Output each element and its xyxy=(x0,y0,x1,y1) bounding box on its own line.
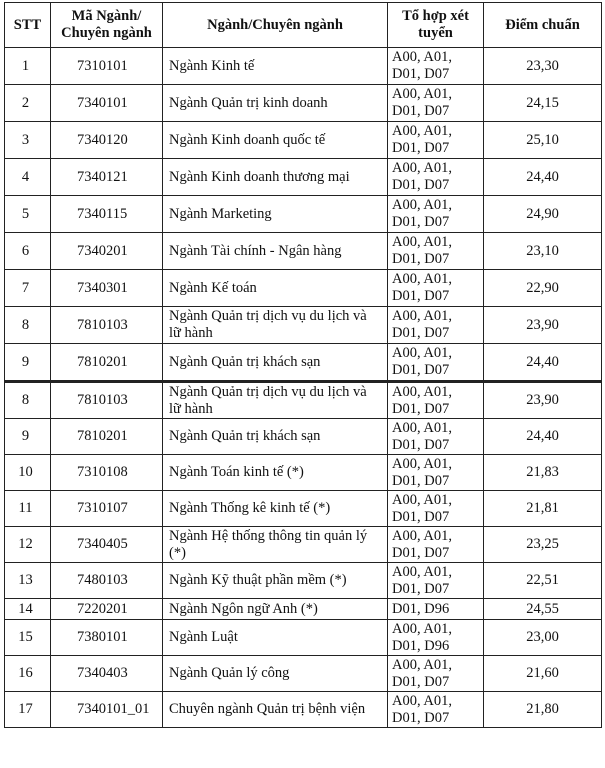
cell-stt: 1 xyxy=(5,48,51,85)
cell-stt: 4 xyxy=(5,159,51,196)
cell-stt: 3 xyxy=(5,122,51,159)
cell-combo: A00, A01, D01, D07 xyxy=(388,122,484,159)
header-major: Ngành/Chuyên ngành xyxy=(163,3,388,48)
cell-code: 7380101 xyxy=(51,620,163,656)
table-row xyxy=(5,307,602,344)
cell-combo: A00, A01, D01, D07 xyxy=(388,382,484,419)
header-code: Mã Ngành/ Chuyên ngành xyxy=(51,3,163,48)
cell-code: 7810103 xyxy=(51,382,163,419)
header-combo: Tổ hợp xét tuyển xyxy=(388,3,484,48)
cell-stt: 6 xyxy=(5,233,51,270)
cell-score: 24,90 xyxy=(484,196,602,233)
cell-combo: A00, A01, D01, D07 xyxy=(388,307,484,344)
cell-major: Ngành Thống kê kinh tế (*) xyxy=(163,491,388,527)
table-row xyxy=(5,159,602,196)
table-row xyxy=(5,196,602,233)
cell-combo: A00, A01, D01, D07 xyxy=(388,270,484,307)
cell-stt: 10 xyxy=(5,455,51,491)
cell-code: 7340403 xyxy=(51,656,163,692)
cell-combo: A00, A01, D01, D07 xyxy=(388,159,484,196)
cell-code: 7340101_01 xyxy=(51,692,163,728)
cell-score: 25,10 xyxy=(484,122,602,159)
cell-major: Ngành Kinh doanh thương mại xyxy=(163,159,388,196)
cell-stt: 9 xyxy=(5,344,51,382)
admission-scores-table xyxy=(4,2,602,728)
table-row xyxy=(5,527,602,563)
cell-score: 24,40 xyxy=(484,419,602,455)
table-row xyxy=(5,48,602,85)
table-row xyxy=(5,620,602,656)
cell-score: 23,10 xyxy=(484,233,602,270)
cell-code: 7340101 xyxy=(51,85,163,122)
cell-code: 7480103 xyxy=(51,563,163,599)
cell-score: 21,83 xyxy=(484,455,602,491)
cell-major: Chuyên ngành Quản trị bệnh viện xyxy=(163,692,388,728)
table-row xyxy=(5,599,602,620)
cell-combo: A00, A01, D01, D07 xyxy=(388,419,484,455)
cell-major: Ngành Luật xyxy=(163,620,388,656)
cell-code: 7310101 xyxy=(51,48,163,85)
cell-stt: 9 xyxy=(5,419,51,455)
cell-major: Ngành Kinh doanh quốc tế xyxy=(163,122,388,159)
cell-stt: 8 xyxy=(5,382,51,419)
cell-code: 7340120 xyxy=(51,122,163,159)
cell-score: 21,60 xyxy=(484,656,602,692)
header-row xyxy=(5,3,602,48)
table-row xyxy=(5,344,602,382)
cell-combo: D01, D96 xyxy=(388,599,484,620)
cell-score: 24,40 xyxy=(484,344,602,382)
cell-code: 7340405 xyxy=(51,527,163,563)
cell-score: 21,80 xyxy=(484,692,602,728)
cell-major: Ngành Quản trị dịch vụ du lịch và lữ hành xyxy=(163,307,388,344)
cell-major: Ngành Hệ thống thông tin quản lý (*) xyxy=(163,527,388,563)
cell-combo: A00, A01, D01, D07 xyxy=(388,527,484,563)
cell-score: 23,00 xyxy=(484,620,602,656)
cell-code: 7220201 xyxy=(51,599,163,620)
table-row xyxy=(5,692,602,728)
cell-combo: A00, A01, D01, D07 xyxy=(388,491,484,527)
cell-score: 21,81 xyxy=(484,491,602,527)
cell-score: 23,30 xyxy=(484,48,602,85)
cell-major: Ngành Kế toán xyxy=(163,270,388,307)
header-score: Điểm chuẩn xyxy=(484,3,602,48)
cell-score: 22,90 xyxy=(484,270,602,307)
cell-score: 24,55 xyxy=(484,599,602,620)
cell-major: Ngành Quản lý công xyxy=(163,656,388,692)
cell-combo: A00, A01, D01, D07 xyxy=(388,692,484,728)
table-row xyxy=(5,270,602,307)
cell-stt: 12 xyxy=(5,527,51,563)
table-body xyxy=(5,48,602,728)
header-stt: STT xyxy=(5,3,51,48)
cell-major: Ngành Tài chính - Ngân hàng xyxy=(163,233,388,270)
cell-combo: A00, A01, D01, D07 xyxy=(388,85,484,122)
cell-major: Ngành Marketing xyxy=(163,196,388,233)
cell-combo: A00, A01, D01, D07 xyxy=(388,563,484,599)
table-row xyxy=(5,122,602,159)
table-row xyxy=(5,85,602,122)
cell-stt: 14 xyxy=(5,599,51,620)
table-row xyxy=(5,455,602,491)
cell-stt: 17 xyxy=(5,692,51,728)
cell-stt: 2 xyxy=(5,85,51,122)
table-row xyxy=(5,563,602,599)
cell-combo: A00, A01, D01, D07 xyxy=(388,233,484,270)
cell-major: Ngành Quản trị kinh doanh xyxy=(163,85,388,122)
cell-code: 7310108 xyxy=(51,455,163,491)
cell-code: 7340115 xyxy=(51,196,163,233)
cell-combo: A00, A01, D01, D07 xyxy=(388,455,484,491)
cell-stt: 16 xyxy=(5,656,51,692)
cell-major: Ngành Quản trị khách sạn xyxy=(163,344,388,382)
cell-code: 7340121 xyxy=(51,159,163,196)
cell-code: 7340301 xyxy=(51,270,163,307)
cell-combo: A00, A01, D01, D07 xyxy=(388,196,484,233)
cell-stt: 7 xyxy=(5,270,51,307)
table-row xyxy=(5,382,602,419)
cell-score: 23,90 xyxy=(484,382,602,419)
table-row xyxy=(5,491,602,527)
cell-major: Ngành Toán kinh tế (*) xyxy=(163,455,388,491)
table-row xyxy=(5,656,602,692)
cell-major: Ngành Ngôn ngữ Anh (*) xyxy=(163,599,388,620)
cell-combo: A00, A01, D01, D07 xyxy=(388,344,484,382)
cell-stt: 5 xyxy=(5,196,51,233)
cell-major: Ngành Kinh tế xyxy=(163,48,388,85)
cell-code: 7810201 xyxy=(51,419,163,455)
cell-score: 24,40 xyxy=(484,159,602,196)
cell-code: 7310107 xyxy=(51,491,163,527)
cell-combo: A00, A01, D01, D07 xyxy=(388,48,484,85)
cell-code: 7810201 xyxy=(51,344,163,382)
cell-code: 7340201 xyxy=(51,233,163,270)
cell-score: 22,51 xyxy=(484,563,602,599)
cell-stt: 13 xyxy=(5,563,51,599)
cell-major: Ngành Kỹ thuật phần mềm (*) xyxy=(163,563,388,599)
table-row xyxy=(5,419,602,455)
cell-code: 7810103 xyxy=(51,307,163,344)
cell-stt: 8 xyxy=(5,307,51,344)
cell-score: 23,25 xyxy=(484,527,602,563)
cell-combo: A00, A01, D01, D07 xyxy=(388,656,484,692)
cell-stt: 15 xyxy=(5,620,51,656)
cell-stt: 11 xyxy=(5,491,51,527)
cell-combo: A00, A01, D01, D96 xyxy=(388,620,484,656)
table-row xyxy=(5,233,602,270)
cell-score: 23,90 xyxy=(484,307,602,344)
cell-major: Ngành Quản trị dịch vụ du lịch và lữ hành xyxy=(163,382,388,419)
cell-major: Ngành Quản trị khách sạn xyxy=(163,419,388,455)
cell-score: 24,15 xyxy=(484,85,602,122)
